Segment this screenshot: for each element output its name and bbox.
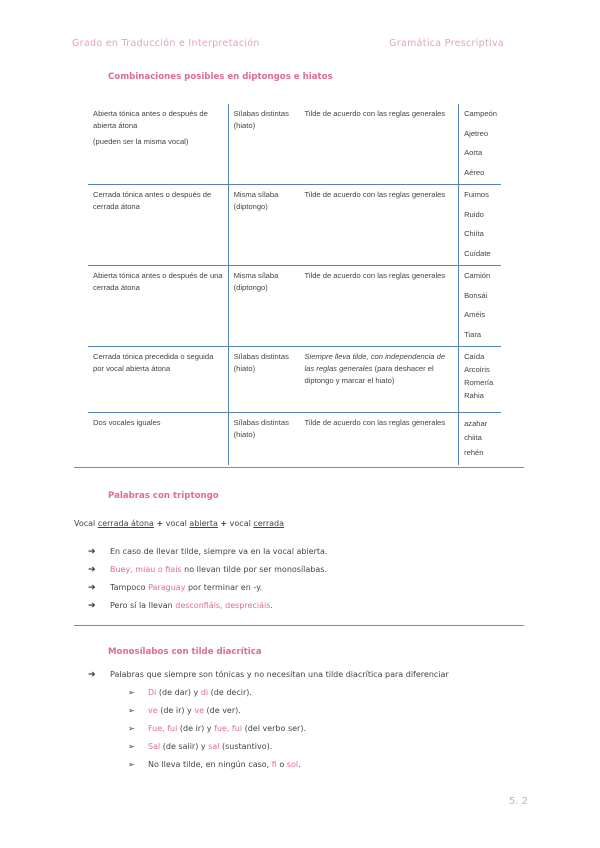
syllable-type: Sílabas distintas (hiato) [228, 413, 299, 465]
accent-rule: Tilde de acuerdo con las reglas generales [304, 109, 446, 118]
table-row [88, 185, 501, 266]
example-word: Fuimos [464, 190, 489, 199]
monosyllables-list [128, 684, 306, 774]
example-word: Ajetreo [464, 128, 489, 138]
list-item: ➔ Buey, miau o fiais no llevan tilde por ser monosílabas. [88, 561, 327, 579]
arrow-icon: ➔ [88, 670, 96, 680]
formula-word: vocal [229, 519, 251, 528]
triphthong-formula [74, 519, 284, 528]
list-item: ➢ Sal (de salir) y sal (sustantivo). [128, 738, 306, 756]
vowel-combination-note: (pueden ser la misma vocal) [93, 136, 189, 146]
triphthong-rules-list [88, 543, 327, 615]
syllable-type: Misma sílaba (diptongo) [228, 266, 299, 347]
example-word: Arcoíris [464, 364, 490, 374]
arrow-icon: ➔ [88, 601, 96, 611]
list-item: ➔ Palabras que siempre son tónicas y no necesitan una tilde diacrítica para diferenciar [88, 666, 449, 684]
triangle-arrow-icon: ➢ [128, 688, 135, 697]
example-word: Romería [464, 377, 494, 387]
formula-word: Vocal [74, 519, 96, 528]
triangle-arrow-icon: ➢ [128, 742, 135, 751]
example-word: chiita [464, 433, 482, 443]
list-item: ➢ ve (de ir) y ve (de ver). [128, 702, 306, 720]
formula-vowel-type: abierta [189, 519, 218, 528]
vowel-combination: Abierta tónica antes o después de una cerrada átona [88, 266, 228, 347]
divider [74, 625, 524, 626]
accent-rule: Tilde de acuerdo con las reglas generales [299, 185, 458, 266]
example-word: Aéreo [464, 167, 485, 177]
example-word: Ruido [464, 209, 484, 219]
divider [74, 467, 524, 468]
arrow-icon: ➔ [88, 547, 96, 557]
syllable-type: Sílabas distintas (hiato) [228, 347, 299, 413]
triangle-arrow-icon: ➢ [128, 706, 135, 715]
table-row [88, 104, 501, 185]
formula-vowel-type: cerrada [253, 519, 285, 528]
list-item: ➢ Fue, fui (de ir) y fue, fui (del verbo ser). [128, 720, 306, 738]
example-word: Campeón [464, 109, 497, 118]
formula-word: vocal [165, 519, 187, 528]
example-word: Chiíta [464, 229, 484, 238]
example-word: Cuídate [464, 248, 491, 258]
section-title-triphthongs: Palabras con triptongo [108, 491, 219, 501]
example-word: Aorta [464, 148, 483, 157]
example-word: rehén [464, 447, 484, 457]
example-word: Améis [464, 310, 486, 319]
syllable-type: Misma sílaba (diptongo) [228, 185, 299, 266]
list-item: ➔ Pero sí la llevan desconfiáis, despreciáis. [88, 597, 327, 615]
vowel-combination: Dos vocales iguales [88, 413, 228, 465]
list-item: ➢ Di (de dar) y di (de decir). [128, 684, 306, 702]
table-row [88, 347, 501, 413]
example-word: Tiara [464, 329, 482, 339]
header-subject: Gramática Prescriptiva [389, 38, 504, 49]
table-row [88, 413, 501, 465]
plus-sign: + [156, 519, 164, 528]
list-item: ➔ En caso de llevar tilde, siempre va en la vocal abierta. [88, 543, 327, 561]
section-title-combinations: Combinaciones posibles en diptongos e hiatos [108, 72, 333, 82]
vowel-combination: Cerrada tónica precedida o seguida por vocal abierta átona [88, 347, 228, 413]
table-row [88, 266, 501, 347]
vowel-combination: Cerrada tónica antes o después de cerrada átona [88, 185, 228, 266]
accent-rule: Tilde de acuerdo con las reglas generales [299, 266, 458, 347]
arrow-icon: ➔ [88, 583, 96, 593]
accent-rule: (para deshacer el diptongo y marcar el hiato) [304, 363, 434, 385]
arrow-icon: ➔ [88, 565, 96, 575]
example-word: Caída [464, 352, 485, 361]
example-word: Camión [464, 271, 491, 280]
triangle-arrow-icon: ➢ [128, 724, 135, 733]
accent-rule: Tilde de acuerdo con las reglas generales [299, 413, 458, 465]
section-title-monosyllables: Monosílabos con tilde diacrítica [108, 647, 262, 657]
plus-sign: + [220, 519, 228, 528]
syllable-type: Sílabas distintas (hiato) [228, 104, 299, 185]
formula-vowel-type: cerrada átona [97, 519, 154, 528]
list-item: ➢ No lleva tilde, en ningún caso, fi o sol. [128, 756, 306, 774]
example-word: Rahia [464, 390, 484, 400]
vowel-combination: Abierta tónica antes o después de abierta átona [93, 109, 208, 130]
triangle-arrow-icon: ➢ [128, 760, 135, 769]
header-degree: Grado en Traducción e Interpretación [72, 38, 260, 49]
accent-rule-emphasis: Siempre lleva tilde, con independencia de las reglas generales [304, 352, 446, 373]
combinations-table [88, 104, 501, 465]
page-number: 5. 2 [508, 796, 528, 807]
example-word: azahar [464, 419, 488, 428]
monosyllables-intro-list [88, 666, 449, 684]
example-word: Bonsái [464, 290, 488, 300]
list-item: ➔ Tampoco Paraguay por terminar en -y. [88, 579, 327, 597]
